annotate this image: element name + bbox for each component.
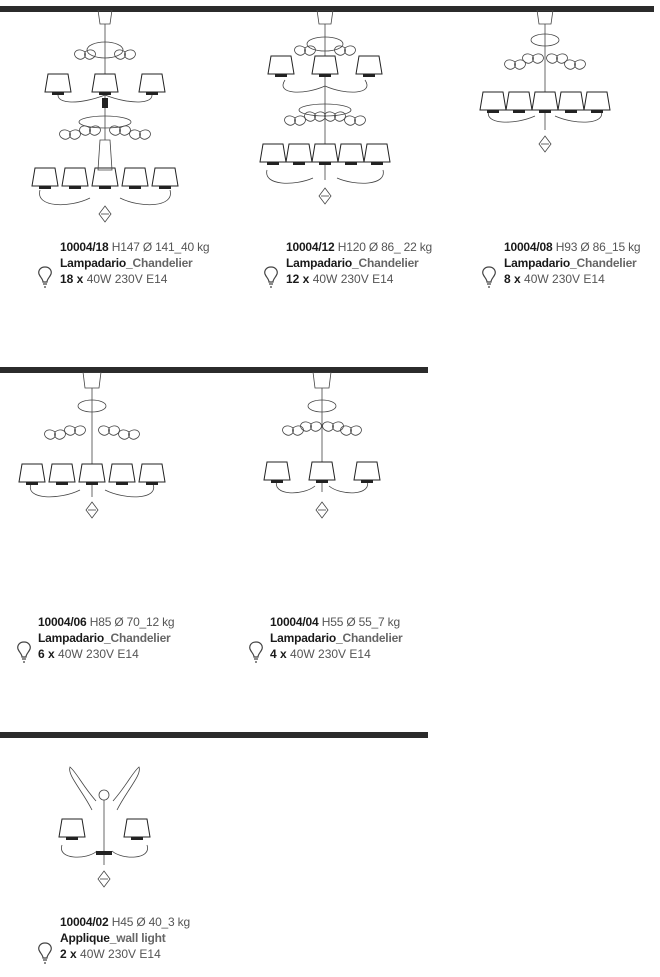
bulb-icon (263, 266, 279, 290)
bulb-icon (248, 641, 264, 665)
bulb-quantity: 6 x (38, 647, 55, 661)
bulb-icon (37, 942, 53, 966)
product-type-en: Chandelier (132, 256, 193, 270)
bulb-spec: 40W 230V E14 (58, 647, 139, 661)
product-dimensions: H93 Ø 86_15 kg (555, 240, 641, 254)
product-card-10004-12 (286, 239, 432, 287)
bulb-quantity: 18 x (60, 272, 84, 286)
bulb-quantity: 4 x (270, 647, 287, 661)
product-dimensions: H120 Ø 86_ 22 kg (337, 240, 432, 254)
product-code: 10004/06 (38, 615, 87, 629)
product-type: Applique_ (60, 931, 117, 945)
bulb-icon (16, 641, 32, 665)
product-card-10004-08 (504, 239, 640, 287)
product-code: 10004/04 (270, 615, 319, 629)
product-dimensions: H55 Ø 55_7 kg (321, 615, 400, 629)
product-code: 10004/02 (60, 915, 109, 929)
section-divider-bottom (0, 732, 428, 738)
product-type-en: Chandelier (576, 256, 637, 270)
chandelier-10004-08-drawing (475, 10, 620, 160)
product-code: 10004/18 (60, 240, 109, 254)
product-type-en: Chandelier (342, 631, 403, 645)
chandelier-10004-18-drawing (30, 10, 180, 230)
product-type: Lampadario_ (270, 631, 343, 645)
product-dimensions: H45 Ø 40_3 kg (111, 915, 190, 929)
product-card-10004-04 (270, 614, 403, 662)
bulb-quantity: 8 x (504, 272, 521, 286)
product-card-10004-06 (38, 614, 174, 662)
product-code: 10004/12 (286, 240, 335, 254)
bulb-icon (481, 266, 497, 290)
product-type: Lampadario_ (60, 256, 133, 270)
product-dimensions: H85 Ø 70_12 kg (89, 615, 175, 629)
chandelier-10004-06-drawing (15, 372, 170, 532)
bulb-quantity: 2 x (60, 947, 77, 961)
product-type-en: Chandelier (110, 631, 171, 645)
product-type-en: wall light (116, 931, 166, 945)
bulb-spec: 40W 230V E14 (86, 272, 168, 286)
product-dimensions: H147 Ø 141_40 kg (111, 240, 210, 254)
bulb-icon (37, 266, 53, 290)
chandelier-10004-04-drawing (263, 372, 383, 532)
bulb-spec: 40W 230V E14 (80, 947, 161, 961)
product-card-10004-02 (60, 914, 190, 962)
product-code: 10004/08 (504, 240, 553, 254)
product-card-10004-18 (60, 239, 209, 287)
product-type: Lampadario_ (286, 256, 359, 270)
bulb-quantity: 12 x (286, 272, 310, 286)
product-type: Lampadario_ (38, 631, 111, 645)
chandelier-10004-12-drawing (255, 10, 395, 210)
product-type: Lampadario_ (504, 256, 577, 270)
product-type-en: Chandelier (358, 256, 419, 270)
wall-light-10004-02-drawing (52, 765, 157, 900)
bulb-spec: 40W 230V E14 (290, 647, 371, 661)
bulb-spec: 40W 230V E14 (312, 272, 394, 286)
bulb-spec: 40W 230V E14 (524, 272, 605, 286)
